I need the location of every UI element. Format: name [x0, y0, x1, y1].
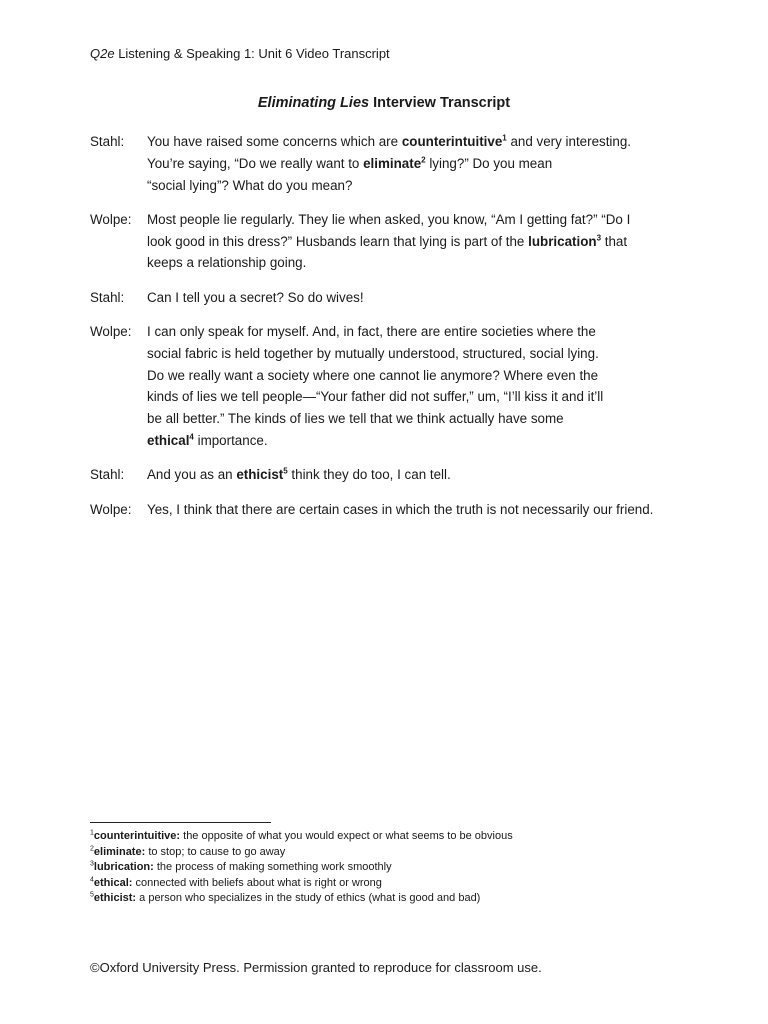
text-run: and very interesting. — [506, 134, 632, 149]
speaker-label: Stahl: — [90, 467, 125, 483]
footnote-number: 5 — [90, 891, 94, 899]
transcript-dialogue — [90, 131, 690, 533]
footnote-term: ethicist: — [93, 892, 137, 905]
text-run: social fabric is held together by mutually understood, structured, social lying. — [147, 345, 599, 361]
footnote-ref: 4 — [189, 432, 194, 442]
title-rest: Interview Transcript — [369, 95, 511, 111]
text-line — [147, 386, 690, 408]
dialogue-turn — [90, 464, 690, 486]
text-line — [147, 131, 690, 153]
footnote-number: 4 — [90, 876, 94, 884]
vocabulary-term: eliminate — [363, 155, 422, 171]
footnote-term: counterintuitive: — [93, 830, 181, 842]
footnote-number: 3 — [90, 860, 94, 868]
text-run: You’re saying, “Do we really want to — [147, 155, 364, 171]
footnote-ref: 3 — [596, 233, 602, 243]
turn-text — [147, 321, 690, 452]
text-run: “social lying”? What do you mean? — [147, 177, 353, 193]
text-run: You have raised some concerns which are — [147, 134, 402, 149]
speaker-label: Wolpe: — [90, 501, 132, 517]
copyright-footer: ©Oxford University Press. Permission granted to reproduce for classroom use. — [90, 960, 542, 975]
turn-text — [147, 499, 690, 521]
text-line — [147, 464, 690, 486]
text-line — [147, 209, 690, 231]
footnote-ref: 1 — [502, 133, 507, 143]
page-header — [90, 46, 390, 61]
text-run: think they do too, I can tell. — [287, 467, 451, 483]
footnote — [90, 845, 513, 861]
text-line — [147, 231, 690, 253]
text-line — [147, 408, 690, 430]
header-unit-info: Listening & Speaking 1: Unit 6 Video Transcript — [114, 46, 390, 61]
footnote-definition: the opposite of what you would expect or what seems to be obvious — [180, 830, 513, 842]
vocabulary-term: counterintuitive — [401, 134, 503, 149]
text-run: lying?” Do you mean — [425, 155, 553, 171]
footnote-term: eliminate: — [93, 845, 146, 858]
footnote — [90, 876, 513, 892]
text-line — [147, 287, 690, 309]
footnote-divider — [90, 822, 271, 823]
text-run: And you as an — [147, 467, 237, 483]
footnote-definition: a person who specializes in the study of ethics (what is good and bad) — [136, 892, 481, 905]
text-run: Most people lie regularly. They lie when asked, you know, “Am I getting fat?” “Do I — [147, 211, 631, 227]
footnote-definition: the process of making something work smoothly — [153, 861, 392, 874]
text-run: kinds of lies we tell people—“Your father did not suffer,” um, “I’ll kiss it and it’ll — [147, 389, 604, 405]
dialogue-turn — [90, 499, 690, 521]
text-run: I can only speak for myself. And, in fact, there are entire societies where the — [147, 324, 596, 340]
text-line — [147, 343, 690, 365]
footnote-number: 1 — [90, 829, 94, 837]
footnote — [90, 829, 513, 845]
vocabulary-term: lubrication — [528, 233, 597, 249]
text-run: Do we really want a society where one cannot lie anymore? Where even the — [147, 367, 599, 383]
text-line — [147, 499, 690, 521]
text-run: that — [601, 233, 628, 249]
vocabulary-term: ethicist — [236, 467, 284, 483]
footnote-definition: to stop; to cause to go away — [145, 845, 286, 858]
text-run: Can I tell you a secret? So do wives! — [147, 289, 364, 305]
turn-text — [147, 131, 690, 196]
vocabulary-term: ethical — [147, 433, 190, 449]
footnote-definition: connected with beliefs about what is right or wrong — [132, 876, 382, 889]
footnote-number: 2 — [90, 844, 94, 852]
footnote — [90, 891, 513, 907]
dialogue-turn — [90, 287, 690, 309]
speaker-label: Wolpe: — [90, 211, 132, 227]
text-run: look good in this dress?” Husbands learn that lying is part of the — [147, 233, 529, 249]
turn-text — [147, 464, 690, 486]
dialogue-turn — [90, 321, 690, 452]
footnote-term: lubrication: — [93, 861, 154, 874]
dialogue-turn — [90, 209, 690, 274]
text-run: keeps a relationship going. — [147, 255, 307, 271]
footnote-ref: 5 — [283, 466, 288, 476]
footnote-ref: 2 — [421, 155, 426, 165]
text-line — [147, 175, 690, 197]
title-italic-part: Eliminating Lies — [257, 95, 370, 111]
turn-text — [147, 209, 690, 274]
footnotes — [90, 829, 513, 907]
text-run: importance. — [193, 433, 268, 449]
text-line — [147, 252, 690, 274]
text-line — [147, 153, 690, 175]
speaker-label: Stahl: — [90, 289, 125, 305]
speaker-label: Wolpe: — [90, 324, 132, 340]
document-title — [0, 95, 768, 111]
text-line — [147, 321, 690, 343]
footnote — [90, 860, 513, 876]
header-book-title: Q2e — [90, 46, 115, 61]
footnote-term: ethical: — [93, 876, 133, 889]
text-line — [147, 430, 690, 452]
text-run: be all better.” The kinds of lies we tell that we think actually have some — [147, 411, 564, 427]
text-line — [147, 365, 690, 387]
text-run: Yes, I think that there are certain cases in which the truth is not necessarily our friend. — [147, 501, 654, 517]
speaker-label: Stahl: — [90, 134, 125, 149]
turn-text — [147, 287, 690, 309]
dialogue-turn — [90, 131, 690, 196]
